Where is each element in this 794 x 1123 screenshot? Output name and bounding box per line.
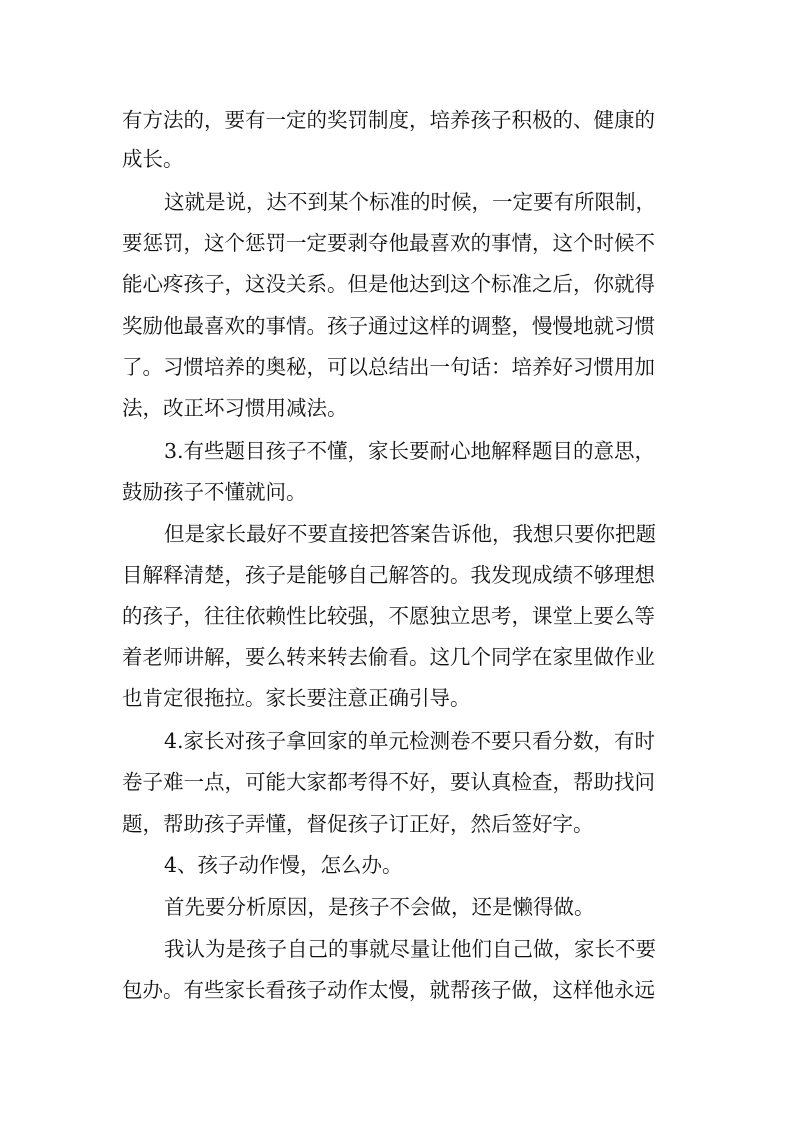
text-line: 法，改正坏习惯用减法。 [122,396,348,420]
text-line: 成长。 [122,147,184,171]
text-line: 能心疼孩子，这没关系。但是他达到这个标准之后，你就得 [122,272,655,296]
text-line: 了。习惯培养的奥秘，可以总结出一句话：培养好习惯用加 [122,355,655,379]
text-line: 的孩子，往往依赖性比较强，不愿独立思考，课堂上要么等 [122,604,655,628]
text-line: 也肯定很拖拉。家长要注意正确引导。 [122,686,471,710]
text-line: 4.家长对孩子拿回家的单元检测卷不要只看分数，有时 [164,729,656,753]
text-line: 3.有些题目孩子不懂，家长要耐心地解释题目的意思， [164,439,656,463]
text-line: 我认为是孩子自己的事就尽量让他们自己做，家长不要 [164,937,656,961]
text-line: 目解释清楚，孩子是能够自己解答的。我发现成绩不够理想 [122,563,655,587]
text-line: 包办。有些家长看孩子动作太慢，就帮孩子做，这样他永远 [122,978,655,1002]
text-line: 首先要分析原因，是孩子不会做，还是懒得做。 [164,895,595,919]
text-line: 这就是说，达不到某个标准的时候，一定要有所限制， [164,190,656,214]
text-line: 着老师讲解，要么转来转去偷看。这几个同学在家里做作业 [122,645,655,669]
text-line: 4、孩子动作慢，怎么办。 [164,853,403,877]
text-line: 卷子难一点，可能大家都考得不好，要认真检查，帮助找问 [122,770,655,794]
text-line: 奖励他最喜欢的事情。孩子通过这样的调整，慢慢地就习惯 [122,314,655,338]
text-line: 要惩罚，这个惩罚一定要剥夺他最喜欢的事情，这个时候不 [122,231,655,255]
text-line: 题，帮助孩子弄懂，督促孩子订正好，然后签好字。 [122,812,594,836]
text-line: 但是家长最好不要直接把答案告诉他，我想只要你把题 [164,522,656,546]
text-line: 鼓励孩子不懂就问。 [122,480,307,504]
text-line: 有方法的，要有一定的奖罚制度，培养孩子积极的、健康的 [122,108,655,132]
